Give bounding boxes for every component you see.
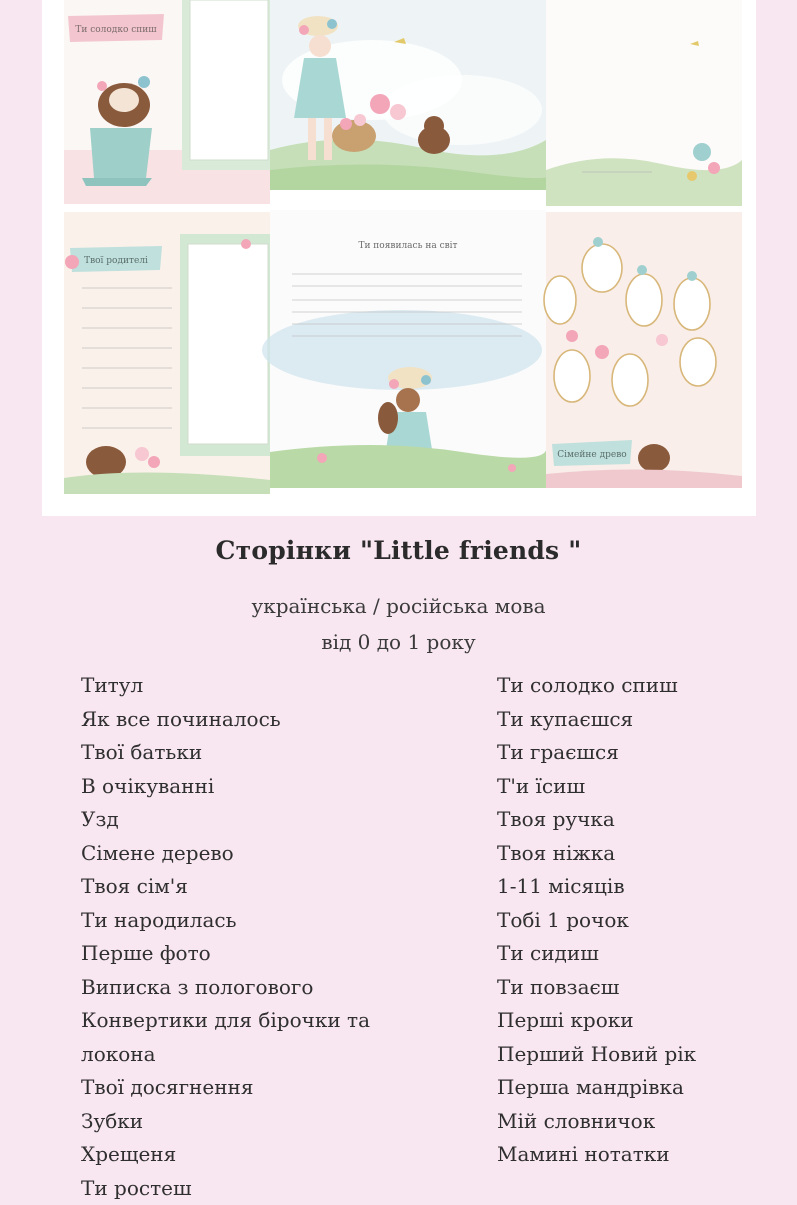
page-your-parents bbox=[64, 212, 270, 494]
list-item: Ти граєшся bbox=[497, 736, 696, 770]
list-item: Твої батьки bbox=[81, 736, 370, 770]
list-item: Ти купаєшся bbox=[497, 703, 696, 737]
list-item: Перше фото bbox=[81, 937, 370, 971]
boot-illustration bbox=[90, 128, 152, 178]
list-item: Ти ростеш bbox=[81, 1172, 370, 1205]
list-item: Твоя ручка bbox=[497, 803, 696, 837]
list-item: Мій словничок bbox=[497, 1105, 696, 1139]
list-item: Зубки bbox=[81, 1105, 370, 1139]
tree-frame bbox=[582, 244, 622, 292]
list-item: Виписка з пологового bbox=[81, 971, 370, 1005]
list-item: Узд bbox=[81, 803, 370, 837]
list-item: Твоя сім'я bbox=[81, 870, 370, 904]
pages-list-right bbox=[497, 669, 696, 1172]
list-item: Перша мандрівка bbox=[497, 1071, 696, 1105]
list-item: 1-11 місяців bbox=[497, 870, 696, 904]
album-pages-illustration bbox=[42, 0, 756, 516]
page-title: Сторінки "Little friends " bbox=[0, 536, 797, 565]
list-item: Тобі 1 рочок bbox=[497, 904, 696, 938]
list-item: Твої досягнення bbox=[81, 1071, 370, 1105]
list-item: Сімене дерево bbox=[81, 837, 370, 871]
pinwheel-icon bbox=[693, 143, 711, 161]
list-item: локона bbox=[81, 1038, 370, 1072]
list-item: Ти сидиш bbox=[497, 937, 696, 971]
list-item: Ти солодко спиш bbox=[497, 669, 696, 703]
page-family-tree bbox=[544, 212, 742, 488]
list-item: Т'и їсиш bbox=[497, 770, 696, 804]
list-item: Як все починалось bbox=[81, 703, 370, 737]
list-item: Перший Новий рік bbox=[497, 1038, 696, 1072]
product-photo bbox=[42, 0, 756, 516]
list-item: Ти повзаєш bbox=[497, 971, 696, 1005]
list-item: Титул bbox=[81, 669, 370, 703]
list-item: Ти народилась bbox=[81, 904, 370, 938]
age-subtitle: від 0 до 1 року bbox=[0, 630, 797, 654]
flower-basket bbox=[332, 120, 376, 152]
list-item: Мамині нотатки bbox=[497, 1138, 696, 1172]
page-top-right bbox=[546, 0, 742, 206]
language-subtitle: українська / російська мова bbox=[0, 594, 797, 618]
list-item: Твоя ніжка bbox=[497, 837, 696, 871]
page-girl-garden bbox=[270, 0, 551, 190]
label-you-appeared: Ти появилась на світ bbox=[358, 241, 457, 251]
list-item: В очікуванні bbox=[81, 770, 370, 804]
label-your-parents: Твої родителі bbox=[84, 256, 148, 266]
label-sweet-sleep: Ти солодко спиш bbox=[75, 25, 157, 35]
list-item: Хрещеня bbox=[81, 1138, 370, 1172]
label-family-tree: Сімейне древо bbox=[557, 450, 626, 460]
page-you-appeared bbox=[262, 210, 546, 488]
list-item: Конвертики для бірочки та bbox=[81, 1004, 370, 1038]
pages-list-left bbox=[81, 669, 370, 1205]
list-item: Перші кроки bbox=[497, 1004, 696, 1038]
page-sweet-sleep bbox=[64, 0, 270, 204]
